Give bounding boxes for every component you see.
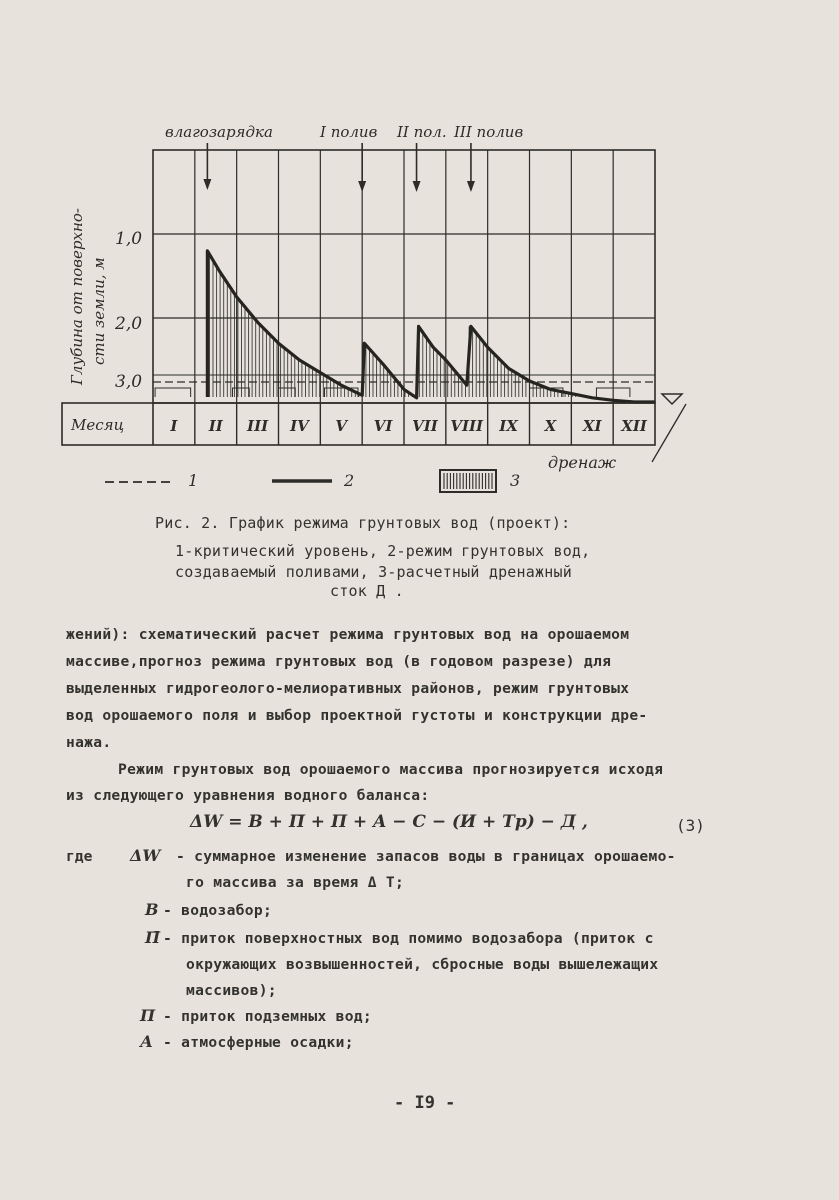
definition-symbol-delta-w: ΔW bbox=[130, 846, 161, 865]
groundwater-regime-figure bbox=[0, 0, 839, 500]
definition-symbol-surface-inflow: П̄ bbox=[145, 928, 161, 947]
y-tick-3: 3,0 bbox=[115, 372, 143, 392]
month-label: X bbox=[544, 417, 557, 435]
definition-symbol-b: В bbox=[145, 900, 159, 919]
month-gridlines bbox=[195, 150, 613, 403]
event-label-irrigation-1: I полив bbox=[320, 123, 378, 141]
event-arrow-head bbox=[358, 181, 366, 192]
water-balance-equation: ΔW = B + П̄ + П + A − C − (И + Tр) − Д , bbox=[190, 812, 588, 832]
legend-swatch-drainage bbox=[440, 470, 496, 492]
definition-text-surface-inflow-line1: - приток поверхностных вод помимо водозабора (приток с bbox=[163, 930, 654, 947]
paragraph-1-line-1: жений): схематический расчет режима грунтовых вод на орошаемом bbox=[66, 626, 630, 643]
figure-caption-line3: создаваемый поливами, 3-расчетный дренажный bbox=[175, 563, 572, 581]
equation-number: (3) bbox=[676, 816, 705, 835]
paragraph-1-line-3: выделенных гидрогеолого-мелиоративных районов, режим грунтовых bbox=[66, 680, 630, 697]
drainage-label: дренаж bbox=[548, 453, 617, 472]
definition-text-delta-w-line2: го массива за время Δ T; bbox=[186, 874, 405, 891]
paragraph-1-line-2: массиве,прогноз режима грунтовых вод (в годовом разрезе) для bbox=[66, 653, 612, 670]
month-table bbox=[62, 403, 655, 445]
definition-text-groundwater-inflow: - приток подземных вод; bbox=[163, 1008, 372, 1025]
month-label: V bbox=[335, 417, 348, 435]
event-arrow-head bbox=[203, 179, 211, 190]
legend-number-1: 1 bbox=[188, 471, 199, 490]
figure-caption-line4: сток Д . bbox=[330, 582, 404, 600]
month-header: Месяц bbox=[71, 416, 125, 434]
month-label: VII bbox=[412, 417, 438, 435]
definition-text-a: - атмосферные осадки; bbox=[163, 1034, 354, 1051]
month-label: I bbox=[170, 417, 178, 435]
month-label: II bbox=[208, 417, 223, 435]
month-label: XI bbox=[582, 417, 602, 435]
figure-caption-line1: Рис. 2. График режима грунтовых вод (проект): bbox=[155, 514, 571, 532]
month-label: IX bbox=[499, 417, 518, 435]
definition-text-surface-inflow-line2: окружающих возвышенностей, сбросные воды вышележащих bbox=[186, 956, 659, 973]
y-tick-2: 2,0 bbox=[115, 314, 143, 334]
month-label: VI bbox=[373, 417, 393, 435]
event-label-irrigation-2: II пол. bbox=[397, 123, 447, 141]
step-segment bbox=[155, 388, 191, 397]
event-arrow-head bbox=[467, 181, 475, 192]
paragraph-1-line-4: вод орошаемого поля и выбор проектной густоты и конструкции дре- bbox=[66, 707, 648, 724]
legend-number-2: 2 bbox=[344, 471, 355, 490]
month-label: XII bbox=[621, 417, 647, 435]
drainage-symbol bbox=[662, 394, 682, 404]
groundwater-regime-curve bbox=[207, 251, 655, 402]
page-number: - I9 - bbox=[394, 1093, 456, 1113]
event-label-irrigation-3: III полив bbox=[454, 123, 524, 141]
event-arrow-head bbox=[413, 181, 421, 192]
y-axis-label-line1: Глубина от поверхно- bbox=[68, 208, 86, 385]
drainage-pointer bbox=[652, 404, 686, 462]
y-axis-label bbox=[68, 208, 108, 386]
definition-text-surface-inflow-line3: массивов); bbox=[186, 982, 277, 999]
legend-hatch-frame bbox=[440, 470, 496, 492]
where-word: где bbox=[66, 848, 93, 865]
month-label: IV bbox=[290, 417, 309, 435]
legend-number-3: 3 bbox=[510, 471, 521, 490]
definition-text-b: - водозабор; bbox=[163, 902, 273, 919]
month-cells bbox=[169, 403, 648, 445]
month-label: III bbox=[247, 417, 269, 435]
y-tick-1: 1,0 bbox=[115, 229, 143, 249]
y-axis-label-line2: сти земли, м bbox=[90, 257, 108, 365]
definition-text-delta-w-line1: - суммарное изменение запасов воды в границах орошаемо- bbox=[176, 848, 676, 865]
figure-caption-line2: 1-критический уровень, 2-режим грунтовых вод, bbox=[175, 542, 591, 560]
definition-symbol-a: А bbox=[140, 1032, 154, 1051]
event-label-moisture-charge: влагозарядка bbox=[165, 123, 273, 141]
step-segment bbox=[232, 388, 249, 397]
paragraph-1-line-5: нажа. bbox=[66, 734, 112, 751]
paragraph-2-line-1: Режим грунтовых вод орошаемого массива прогнозируется исходя bbox=[118, 761, 664, 778]
month-label: VIII bbox=[450, 417, 484, 435]
definition-symbol-groundwater-inflow: П bbox=[140, 1006, 156, 1025]
paragraph-2-line-2: из следующего уравнения водного баланса: bbox=[66, 787, 430, 804]
